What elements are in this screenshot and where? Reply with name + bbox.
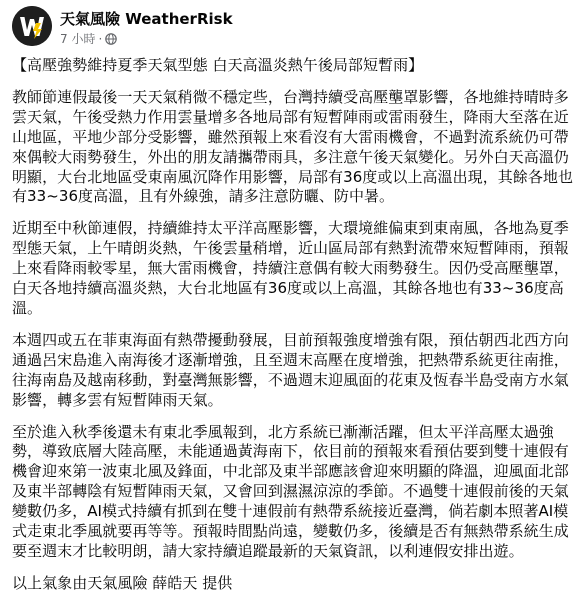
- post-header: [12, 6, 572, 50]
- post-meta: [60, 30, 117, 47]
- meta-separator: ·: [98, 31, 103, 46]
- post-body: [12, 56, 573, 594]
- post-paragraph: 至於進入秋季後還未有東北季風報到，北方系統已漸漸活躍，但太平洋高壓太過強勢，導致底層大陸高壓，未能通過黃海南下，依目前的預報來看預估要到雙十連假有機會迎來第一波東北風及鋒面，中北部及東半部應該會迎來明顯的降溫，迎風面北部及東半部轉陰有短暫陣雨天氣，又會回到濕濕涼涼的季節。不過雙十連假前後的天氣變數仍多，AI模式持續有抓到在雙十連假前有熱帶系統接近臺灣，倘若劇本照著AI模式走東北季風就要再等等。預報時間點尚遠，變數仍多，後續是否有無熱帶系統生成要至週末才比較明朗，請大家持續追蹤最新的天氣資訊，以利連假安排出遊。: [12, 422, 569, 560]
- post-credit: 以上氣象由天氣風險 薛皓天 提供: [12, 573, 233, 592]
- globe-icon: [105, 33, 117, 45]
- post-paragraph: 本週四或五在菲東海面有熱帶擾動發展，目前預報強度增強有限，預估朝西北西方向通過呂宋島進入南海後才逐漸增強，且至週末高壓在度增強，把熱帶系統更往南推，往海南島及越南移動，對臺灣無影響，不過週末迎風面的花東及恆春半島受南方水氣影響，轉多雲有短暫陣雨天氣。: [12, 330, 569, 409]
- post-timestamp[interactable]: 7 小時: [60, 32, 96, 46]
- post-paragraph: 教師節連假最後一天天氣稍微不穩定些，台灣持續受高壓壟罩影響，各地維持晴時多雲天氣，午後受熱力作用雲量增多各地局部有短暫陣雨或雷雨發生，降雨大至落在近山地區，平地少部分受影響，雖然預報上來看沒有大雷雨機會，不過對流系統仍可帶來偶較大雨勢發生，外出的朋友請攜帶雨具，多注意午後天氣變化。另外白天高溫仍明顯，大台北地區受東南風沉降作用影響，局部有36度或以上高溫出現，其餘各地也有33~36度高溫，且有外線強，請多注意防曬、防中暑。: [12, 87, 573, 206]
- page-name[interactable]: 天氣風險 WeatherRisk: [60, 10, 233, 28]
- page-avatar[interactable]: [12, 6, 52, 46]
- post-headline: 【高壓強勢維持夏季天氣型態 白天高溫炎熱午後局部短暫雨】: [12, 56, 424, 74]
- weatherrisk-logo-icon: [12, 6, 52, 46]
- post-paragraph: 近期至中秋節連假，持續維持太平洋高壓影響，大環境維偏東到東南風，各地為夏季型態天氣，上午晴朗炎熱，午後雲量稍增，近山區局部有熱對流帶來短暫陣雨，預報上來看降雨較零星，無大雷雨機會，持續注意偶有較大雨勢發生。因仍受高壓壟罩，白天各地持續高溫炎熱，大台北地區有36度或以上高溫，其餘各地也有33~36度高溫。: [12, 219, 569, 317]
